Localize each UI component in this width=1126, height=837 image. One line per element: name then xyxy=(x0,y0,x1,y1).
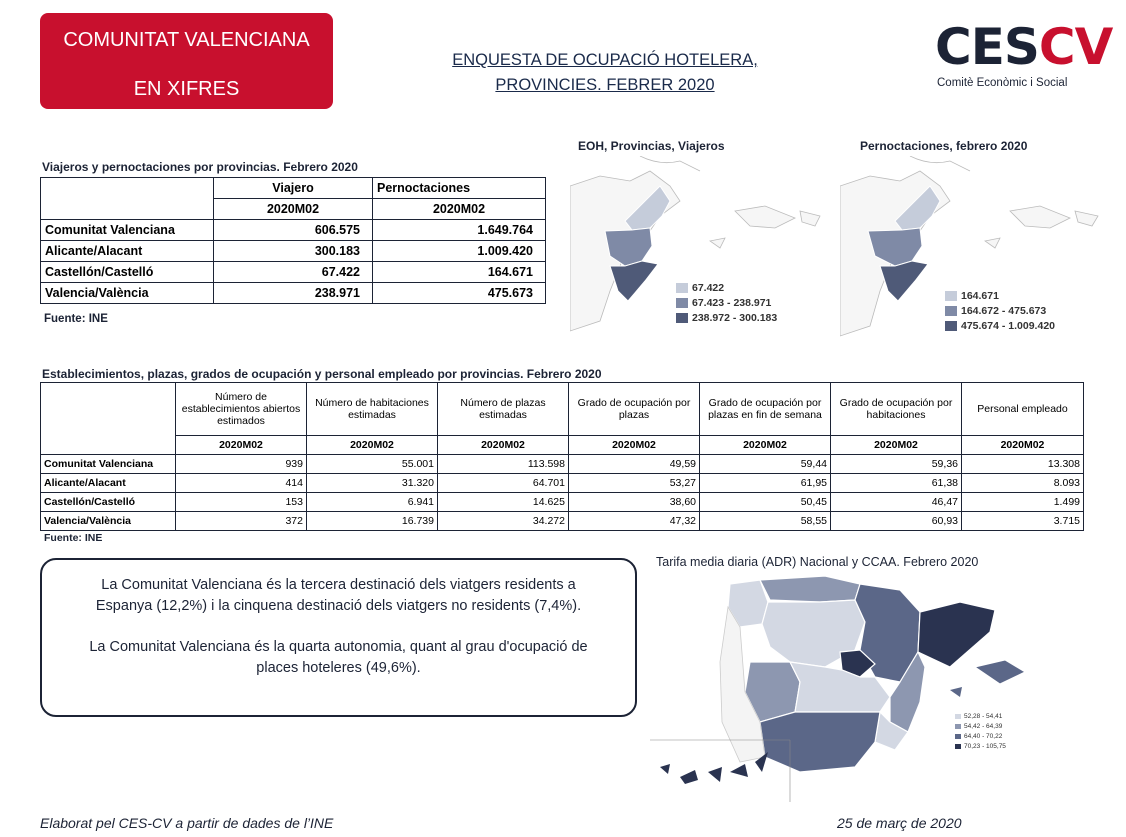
table-row xyxy=(41,512,1084,531)
row-label: Alicante/Alacant xyxy=(41,241,214,262)
legend-swatch xyxy=(676,313,688,323)
legend-swatch xyxy=(945,291,957,301)
title-line-1: ENQUESTA DE OCUPACIÓ HOTELERA, xyxy=(452,51,758,69)
highlights-box xyxy=(40,558,637,717)
legend-label: 238.972 - 300.183 xyxy=(692,312,778,324)
badge-line-1: COMUNITAT VALENCIANA xyxy=(63,29,310,51)
legend-label: 164.672 - 475.673 xyxy=(961,305,1047,317)
cell-value: 50,45 xyxy=(700,493,831,512)
highlight-paragraph-1: La Comunitat Valenciana és la tercera destinació dels viatgers residents a Espanya (12,2%) i la cinquena destinació dels viatgers no residents (7,4%). xyxy=(95,577,582,614)
cell-value: 53,27 xyxy=(569,474,700,493)
table1-header-viajero: Viajero xyxy=(214,178,373,199)
cell-value: 939 xyxy=(176,455,307,474)
establecimientos-table xyxy=(40,382,1084,531)
legend-swatch xyxy=(676,298,688,308)
legend-swatch xyxy=(676,283,688,293)
table2-header: Número de establecimientos abiertos estimados xyxy=(176,383,307,436)
cell-value: 13.308 xyxy=(962,455,1084,474)
legend-label: 70,23 - 105,75 xyxy=(964,743,1006,750)
cell-value: 414 xyxy=(176,474,307,493)
legend-swatch xyxy=(955,724,961,729)
table2-header: Personal empleado xyxy=(962,383,1084,436)
table1-caption: Viajeros y pernoctaciones por provincias. Febrero 2020 xyxy=(42,160,358,174)
table1-corner xyxy=(41,178,214,199)
cell-value: 475.673 xyxy=(373,283,546,304)
cell-value: 238.971 xyxy=(214,283,373,304)
page-title xyxy=(400,48,810,98)
cell-value: 46,47 xyxy=(831,493,962,512)
table-row xyxy=(41,241,546,262)
map1-title: EOH, Provincias, Viajeros xyxy=(578,139,725,153)
table2-period: 2020M02 xyxy=(438,436,569,455)
legend-label: 67.423 - 238.971 xyxy=(692,297,772,309)
footer-source: Elaborat pel CES-CV a partir de dades de l’INE xyxy=(40,815,334,831)
row-label: Alicante/Alacant xyxy=(41,474,176,493)
logo-text-accent: CV xyxy=(1038,18,1113,76)
cell-value: 59,44 xyxy=(700,455,831,474)
table-row xyxy=(41,455,1084,474)
badge-line-2: EN XIFRES xyxy=(133,78,240,100)
table2-header: Número de habitaciones estimadas xyxy=(307,383,438,436)
legend-label: 64,40 - 70,22 xyxy=(964,733,1003,740)
title-line-2: PROVINCIES. FEBRER 2020 xyxy=(495,76,715,94)
legend-swatch xyxy=(955,744,961,749)
legend-swatch xyxy=(955,734,961,739)
legend-label: 54,42 - 64,39 xyxy=(964,723,1003,730)
cell-value: 67.422 xyxy=(214,262,373,283)
footer-date: 25 de març de 2020 xyxy=(837,815,962,831)
table-row xyxy=(41,474,1084,493)
legend-swatch xyxy=(955,714,961,719)
table2-caption: Establecimientos, plazas, grados de ocupación y personal empleado por provincias. Febrero 2020 xyxy=(42,367,602,381)
row-label: Castellón/Castelló xyxy=(41,493,176,512)
legend-swatch xyxy=(945,321,957,331)
legend-label: 67.422 xyxy=(692,282,725,294)
table2-period: 2020M02 xyxy=(307,436,438,455)
cell-value: 47,32 xyxy=(569,512,700,531)
map2-title: Pernoctaciones, febrero 2020 xyxy=(860,139,1028,153)
cell-value: 153 xyxy=(176,493,307,512)
row-label: Valencia/València xyxy=(41,512,176,531)
table2-header: Grado de ocupación por plazas xyxy=(569,383,700,436)
row-label: Castellón/Castelló xyxy=(41,262,214,283)
table1-period: 2020M02 xyxy=(214,199,373,220)
cell-value: 113.598 xyxy=(438,455,569,474)
map2-legend xyxy=(945,290,1055,335)
cell-value: 61,95 xyxy=(700,474,831,493)
cell-value: 60,93 xyxy=(831,512,962,531)
cell-value: 61,38 xyxy=(831,474,962,493)
legend-label: 475.674 - 1.009.420 xyxy=(961,320,1055,332)
logo-subtitle: Comitè Econòmic i Social xyxy=(937,77,1068,89)
table2-period: 2020M02 xyxy=(569,436,700,455)
table-row xyxy=(41,283,546,304)
cell-value: 8.093 xyxy=(962,474,1084,493)
table1-period: 2020M02 xyxy=(373,199,546,220)
table2-period: 2020M02 xyxy=(700,436,831,455)
cell-value: 59,36 xyxy=(831,455,962,474)
table-row xyxy=(41,262,546,283)
row-label: Comunitat Valenciana xyxy=(41,455,176,474)
table-row xyxy=(41,220,546,241)
legend-swatch xyxy=(945,306,957,316)
logo-text-main: CES xyxy=(935,18,1039,76)
table1-corner-2 xyxy=(41,199,214,220)
map3-legend xyxy=(955,712,1006,752)
cell-value: 34.272 xyxy=(438,512,569,531)
cell-value: 31.320 xyxy=(307,474,438,493)
cell-value: 1.009.420 xyxy=(373,241,546,262)
map3-title: Tarifa media diaria (ADR) Nacional y CCAA. Febrero 2020 xyxy=(656,555,979,569)
legend-label: 164.671 xyxy=(961,290,999,302)
cell-value: 16.739 xyxy=(307,512,438,531)
map1-legend xyxy=(676,282,777,327)
cell-value: 6.941 xyxy=(307,493,438,512)
table1-source: Fuente: INE xyxy=(44,313,108,325)
cell-value: 38,60 xyxy=(569,493,700,512)
legend-label: 52,28 - 54,41 xyxy=(964,713,1003,720)
cell-value: 300.183 xyxy=(214,241,373,262)
viajeros-table xyxy=(40,177,546,304)
cescv-logo xyxy=(935,18,1113,94)
table2-period: 2020M02 xyxy=(962,436,1084,455)
table-row xyxy=(41,493,1084,512)
cell-value: 49,59 xyxy=(569,455,700,474)
cell-value: 1.649.764 xyxy=(373,220,546,241)
cell-value: 1.499 xyxy=(962,493,1084,512)
cell-value: 3.715 xyxy=(962,512,1084,531)
table2-period: 2020M02 xyxy=(176,436,307,455)
cell-value: 58,55 xyxy=(700,512,831,531)
table1-header-pernoctaciones: Pernoctaciones xyxy=(373,178,546,199)
table2-header: Grado de ocupación por plazas en fin de semana xyxy=(700,383,831,436)
cell-value: 14.625 xyxy=(438,493,569,512)
row-label: Comunitat Valenciana xyxy=(41,220,214,241)
table2-corner xyxy=(41,383,176,436)
cell-value: 55.001 xyxy=(307,455,438,474)
row-label: Valencia/València xyxy=(41,283,214,304)
cell-value: 372 xyxy=(176,512,307,531)
table2-header: Número de plazas estimadas xyxy=(438,383,569,436)
header-badge xyxy=(40,13,333,109)
table2-period: 2020M02 xyxy=(831,436,962,455)
map-spain-adr xyxy=(650,572,1050,802)
table2-header: Grado de ocupación por habitaciones xyxy=(831,383,962,436)
table2-source: Fuente: INE xyxy=(44,532,103,544)
highlight-paragraph-2: La Comunitat Valenciana és la quarta autonomia, quant al grau d'ocupació de places hoteleres (49,6%). xyxy=(89,639,588,676)
cell-value: 164.671 xyxy=(373,262,546,283)
cell-value: 606.575 xyxy=(214,220,373,241)
cell-value: 64.701 xyxy=(438,474,569,493)
table2-corner-2 xyxy=(41,436,176,455)
